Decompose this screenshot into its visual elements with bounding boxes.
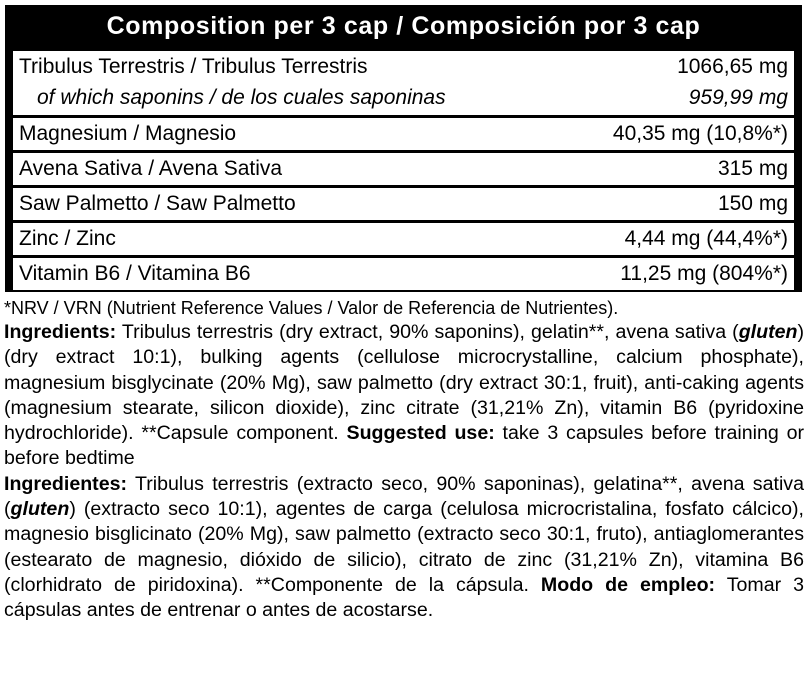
row-sub-value: 959,99 mg [688, 85, 788, 109]
row-name: Magnesium / Magnesio [19, 122, 237, 145]
row-value: 1066,65 mg [677, 54, 788, 78]
row-value: 315 mg [717, 157, 788, 180]
ingredients-text-es-a: Tribulus terrestris (extracto seco, 90% saponinas), gelatina**, avena sativa ( [4, 472, 804, 521]
table-title: Composition per 3 cap / Composición por 3 cap [106, 12, 701, 40]
table-row-vitamin-b6 [13, 258, 794, 290]
ingredients-text-en-b: ) (dry extract 10:1), bulking agents (cellulose microcrystalline, calcium phosphate), magnesium bisglycinate (20% Mg), saw palmetto (dry extract 30:1, fruit), anti-caking agents (magnesium stearate, silicon dioxide), zinc citrate (31,21% Zn), vitamin B6 (pyridoxine hydrochloride). **Capsule component. [4, 321, 804, 445]
row-value: 4,44 mg (44,4%*) [624, 227, 788, 250]
table-row-saw-palmetto [13, 188, 794, 220]
allergen-gluten-en: gluten [738, 321, 798, 343]
table-rows [13, 51, 794, 290]
ingredients-es [4, 472, 804, 624]
row-value: 11,25 mg (804%*) [620, 262, 788, 285]
table-row-tribulus [13, 51, 794, 115]
suggested-use-label: Suggested use: [346, 422, 495, 445]
ingredients-text-es-b: ) (extracto seco 10:1), agentes de carga (celulosa microcristalina, fosfato cálcico), magnesio bisglicinato (20% Mg), saw palmetto (extracto seco 30:1, fruto), antiaglomerantes (estearato de magnesio, dióxido de silicio), citrato de zinc (31,21% Zn), vitamina B6 (clorhidrato de piridoxina). **Componente de la cápsula. [4, 498, 804, 596]
table-row-zinc [13, 223, 794, 255]
allergen-gluten-es: gluten [10, 498, 70, 521]
ingredients-label-en: Ingredients: [4, 321, 117, 343]
row-sub-name: of which saponins / de los cuales saponinas [37, 85, 446, 109]
composition-table [5, 5, 802, 292]
ingredients-en [4, 320, 804, 472]
ingredients-text-en-a: Tribulus terrestris (dry extract, 90% saponins), gelatin**, avena sativa ( [116, 321, 739, 343]
modo-de-empleo-label: Modo de empleo: [540, 573, 716, 596]
table-row-avena-sativa [13, 153, 794, 185]
suggested-use-text: take 3 capsules before training or before bedtime [4, 422, 804, 470]
row-name: Vitamin B6 / Vitamina B6 [19, 262, 251, 285]
row-name: Tribulus Terrestris / Tribulus Terrestris [19, 54, 368, 78]
modo-de-empleo-text: Tomar 3 cápsulas antes de entrenar o antes de acostarse. [4, 573, 804, 622]
row-value: 40,35 mg (10,8%*) [612, 122, 788, 145]
table-row-magnesium [13, 118, 794, 150]
label-text [4, 296, 804, 624]
row-name: Avena Sativa / Avena Sativa [19, 157, 283, 180]
row-name: Zinc / Zinc [19, 227, 116, 250]
row-value: 150 mg [717, 192, 788, 215]
ingredients-label-es: Ingredientes: [4, 472, 128, 495]
row-name: Saw Palmetto / Saw Palmetto [19, 192, 296, 215]
nrv-note: *NRV / VRN (Nutrient Reference Values / Valor de Referencia de Nutrientes). [4, 298, 619, 318]
